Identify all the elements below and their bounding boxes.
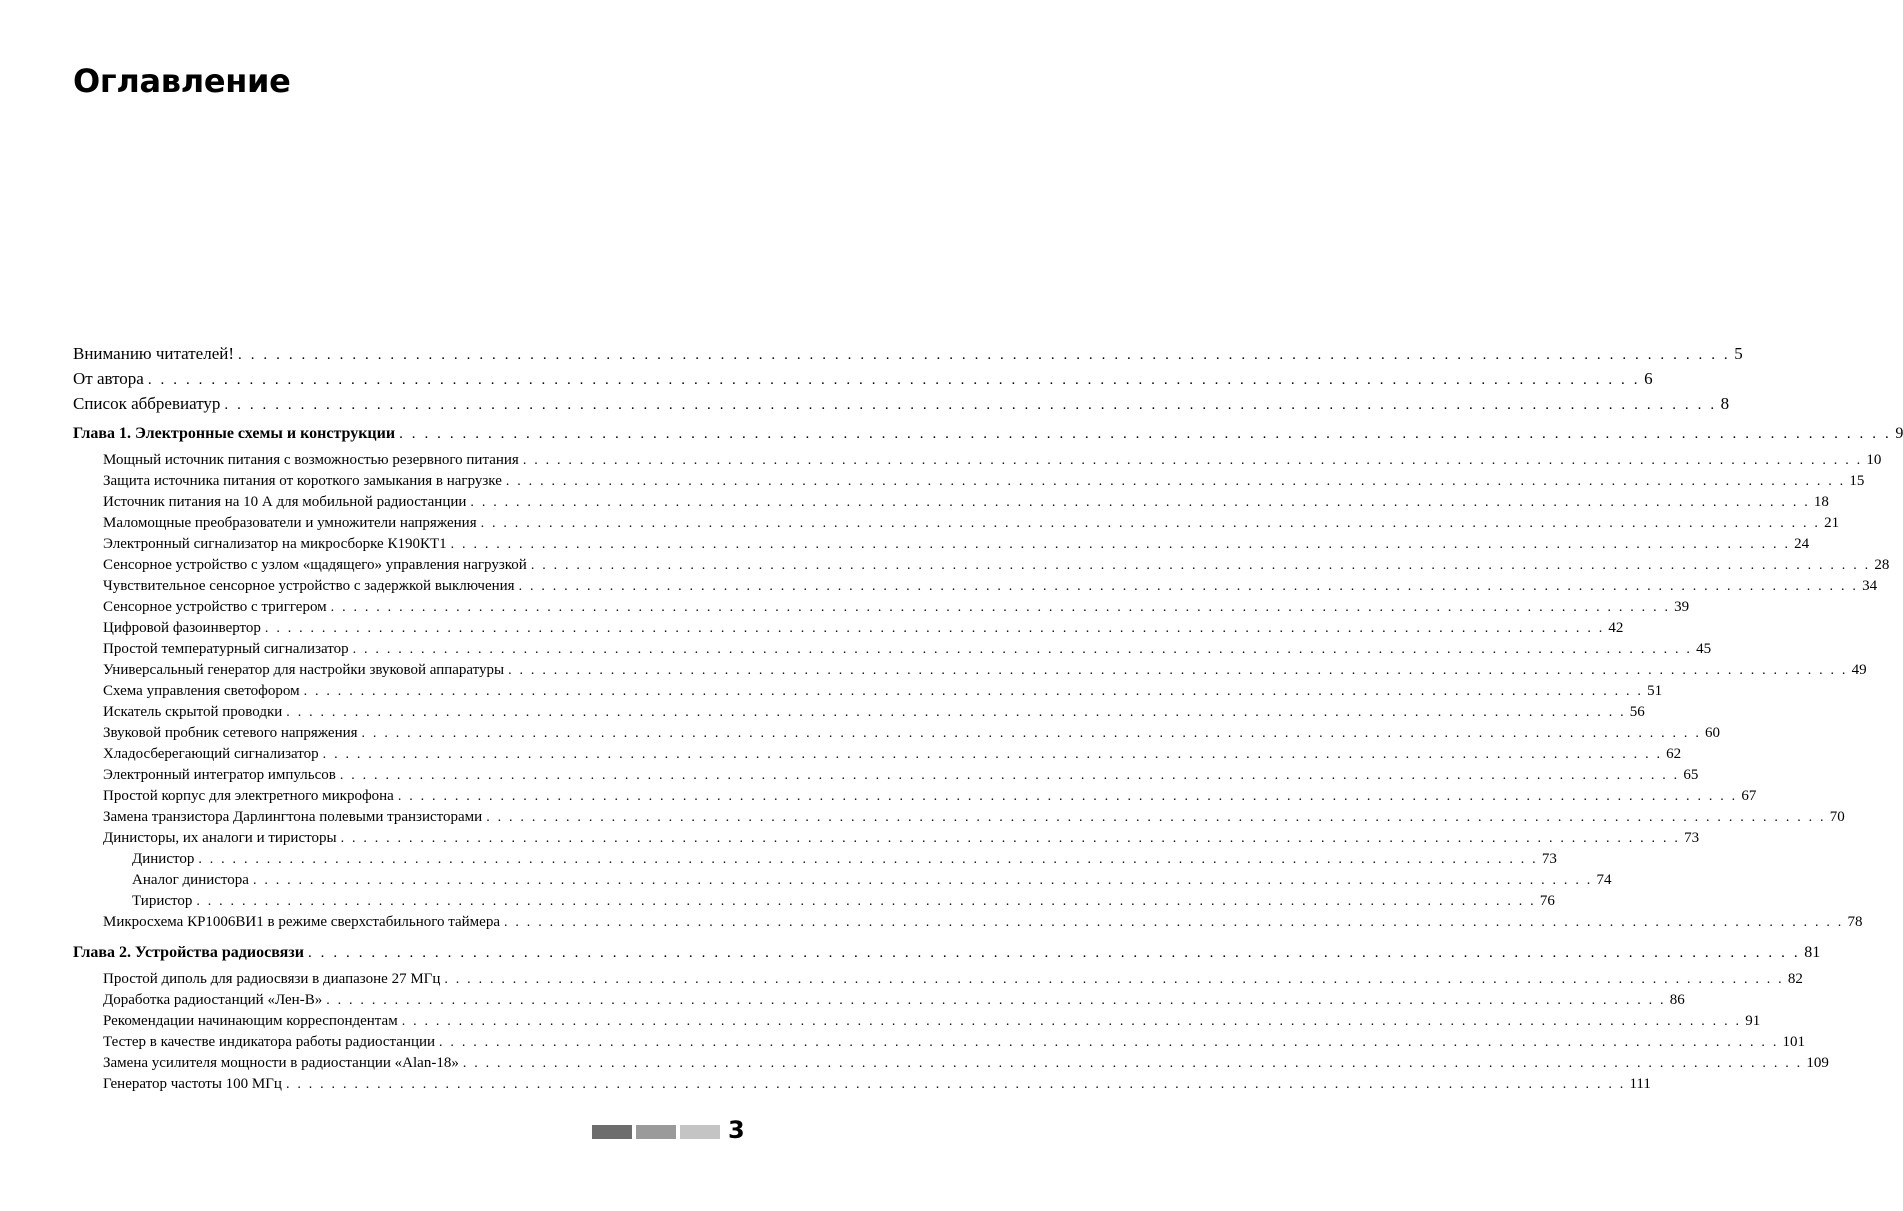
toc-subitem-title: Аналог динистора	[132, 872, 249, 888]
toc-item[interactable]	[103, 830, 1700, 847]
toc-item[interactable]	[103, 971, 1803, 988]
toc-entry-page: 8	[1720, 394, 1730, 413]
toc-chapter-title: Глава 1. Электронные схемы и конструкции	[73, 425, 396, 442]
toc-subitem[interactable]	[132, 851, 1557, 868]
toc-item-title: Электронный сигнализатор на микросборке К190КТ1	[103, 536, 447, 552]
toc-entry-title: Вниманию читателей!	[73, 344, 235, 363]
dot-leader: . . . . . . . . . . . . . . . . . . . . . . . . . . . . . . . . . . . . . . . . . . . . . . . . . . . . . . . . . . . . . . . . . . . . . . . . . . . . . . . . . . . . . . . . . . . . . . . . . . . . . . . . . . . . . . . . . . . . . .	[504, 915, 1844, 930]
toc-subitem-title: Динистор	[132, 851, 195, 867]
toc-item-page: 39	[1674, 599, 1690, 615]
page-number: 3	[728, 1116, 745, 1144]
footer-bar	[680, 1125, 720, 1139]
dot-leader: . . . . . . . . . . . . . . . . . . . . . . . . . . . . . . . . . . . . . . . . . . . . . . . . . . . . . . . . . . . . . . . . . . . . . . . . . . . . . . . . . . . . . . . . . . . . . . . . . . . . . . . . . . . . . . . . . . . . . .	[307, 945, 1801, 961]
toc-item-page: 82	[1787, 971, 1803, 987]
dot-leader: . . . . . . . . . . . . . . . . . . . . . . . . . . . . . . . . . . . . . . . . . . . . . . . . . . . . . . . . . . . . . . . . . . . . . . . . . . . . . . . . . . . . . . . . . . . . . . . . . . . . . . . . . . . . . . . . . . . . . .	[198, 852, 1538, 867]
dot-leader: . . . . . . . . . . . . . . . . . . . . . . . . . . . . . . . . . . . . . . . . . . . . . . . . . . . . . . . . . . . . . . . . . . . . . . . . . . . . . . . . . . . . . . . . . . . . . . . . . . . . . . . . . . . . . . . . . . . . . .	[238, 347, 1731, 363]
toc-item-title: Простой температурный сигнализатор	[103, 641, 349, 657]
toc-chapter-title: Глава 2. Устройства радиосвязи	[73, 944, 304, 961]
dot-leader: . . . . . . . . . . . . . . . . . . . . . . . . . . . . . . . . . . . . . . . . . . . . . . . . . . . . . . . . . . . . . . . . . . . . . . . . . . . . . . . . . . . . . . . . . . . . . . . . . . . . . . . . . . . . . . . . . . . . . .	[444, 972, 1784, 987]
dot-leader: . . . . . . . . . . . . . . . . . . . . . . . . . . . . . . . . . . . . . . . . . . . . . . . . . . . . . . . . . . . . . . . . . . . . . . . . . . . . . . . . . . . . . . . . . . . . . . . . . . . . . . . . . . . . . . . . . . . . . .	[518, 579, 1859, 594]
toc-item-title: Микросхема КР1006ВИ1 в режиме сверхстабильного таймера	[103, 914, 500, 930]
dot-leader: . . . . . . . . . . . . . . . . . . . . . . . . . . . . . . . . . . . . . . . . . . . . . . . . . . . . . . . . . . . . . . . . . . . . . . . . . . . . . . . . . . . . . . . . . . . . . . . . . . . . . . . . . . . . . . . . . . . . . .	[322, 747, 1663, 762]
toc-item[interactable]	[103, 1076, 1651, 1093]
toc-item-page: 42	[1608, 620, 1624, 636]
toc-item[interactable]	[103, 641, 1712, 658]
toc-item[interactable]	[103, 1034, 1806, 1051]
toc-item-title: Сенсорное устройство с триггером	[103, 599, 327, 615]
toc-item-title: Чувствительное сенсорное устройство с задержкой выключения	[103, 578, 515, 594]
toc-chapter-page: 81	[1804, 944, 1821, 961]
toc-item[interactable]	[103, 494, 1829, 511]
page-title: Оглавление	[73, 62, 291, 100]
toc-chapter-1[interactable]	[73, 425, 1903, 443]
footer-bar	[636, 1125, 676, 1139]
toc-item-title: Хладосберегающий сигнализатор	[103, 746, 319, 762]
toc-item-title: Тестер в качестве индикатора работы радиостанции	[103, 1034, 436, 1050]
toc-item-page: 91	[1745, 1013, 1761, 1029]
toc-item[interactable]	[103, 473, 1865, 490]
toc-entry-page: 5	[1734, 344, 1743, 363]
toc-item-page: 86	[1669, 992, 1685, 1008]
toc-subitem[interactable]	[132, 893, 1555, 910]
dot-leader: . . . . . . . . . . . . . . . . . . . . . . . . . . . . . . . . . . . . . . . . . . . . . . . . . . . . . . . . . . . . . . . . . . . . . . . . . . . . . . . . . . . . . . . . . . . . . . . . . . . . . . . . . . . . . . . . . . . . . .	[401, 1014, 1742, 1029]
toc-item[interactable]	[103, 788, 1757, 805]
dot-leader: . . . . . . . . . . . . . . . . . . . . . . . . . . . . . . . . . . . . . . . . . . . . . . . . . . . . . . . . . . . . . . . . . . . . . . . . . . . . . . . . . . . . . . . . . . . . . . . . . . . . . . . . . . . . . . . . . . . . . .	[252, 873, 1593, 888]
dot-leader: . . . . . . . . . . . . . . . . . . . . . . . . . . . . . . . . . . . . . . . . . . . . . . . . . . . . . . . . . . . . . . . . . . . . . . . . . . . . . . . . . . . . . . . . . . . . . . . . . . . . . . . . . . . . . . . . . . . . . .	[286, 705, 1626, 720]
toc-item-title: Замена усилителя мощности в радиостанции «Alan-18»	[103, 1055, 459, 1071]
toc-entry-title: Список аббревиатур	[73, 394, 221, 413]
toc-item-page: 21	[1824, 515, 1840, 531]
toc-item-title: Замена транзистора Дарлингтона полевыми транзисторами	[103, 809, 483, 825]
toc-entry[interactable]	[73, 369, 1653, 389]
toc-item-page: 73	[1684, 830, 1700, 846]
dot-leader: . . . . . . . . . . . . . . . . . . . . . . . . . . . . . . . . . . . . . . . . . . . . . . . . . . . . . . . . . . . . . . . . . . . . . . . . . . . . . . . . . . . . . . . . . . . . . . . . . . . . . . . . . . . . . . . . . . . . . .	[340, 831, 1681, 846]
toc-item-page: 65	[1683, 767, 1699, 783]
dot-leader: . . . . . . . . . . . . . . . . . . . . . . . . . . . . . . . . . . . . . . . . . . . . . . . . . . . . . . . . . . . . . . . . . . . . . . . . . . . . . . . . . . . . . . . . . . . . . . . . . . . . . . . . . . . . . . . . . . . . . .	[462, 1056, 1803, 1071]
toc-item[interactable]	[103, 515, 1840, 532]
dot-leader: . . . . . . . . . . . . . . . . . . . . . . . . . . . . . . . . . . . . . . . . . . . . . . . . . . . . . . . . . . . . . . . . . . . . . . . . . . . . . . . . . . . . . . . . . . . . . . . . . . . . . . . . . . . . . . . . . . . . . .	[224, 397, 1717, 413]
toc-item-title: Звуковой пробник сетевого напряжения	[103, 725, 358, 741]
toc-item-title: Простой диполь для радиосвязи в диапазоне 27 МГц	[103, 971, 441, 987]
toc-item-page: 60	[1705, 725, 1721, 741]
toc-item-page: 109	[1806, 1055, 1829, 1071]
toc-item[interactable]	[103, 704, 1645, 721]
toc-item-title: Источник питания на 10 А для мобильной радиостанции	[103, 494, 467, 510]
toc-item[interactable]	[103, 620, 1624, 637]
toc-item-page: 51	[1647, 683, 1663, 699]
dot-leader: . . . . . . . . . . . . . . . . . . . . . . . . . . . . . . . . . . . . . . . . . . . . . . . . . . . . . . . . . . . . . . . . . . . . . . . . . . . . . . . . . . . . . . . . . . . . . . . . . . . . . . . . . . . . . . . . . . . . . .	[326, 993, 1666, 1008]
footer-decoration	[592, 1125, 720, 1139]
toc-item-page: 67	[1741, 788, 1757, 804]
toc-item-title: Динисторы, их аналоги и тиристоры	[103, 830, 337, 846]
dot-leader: . . . . . . . . . . . . . . . . . . . . . . . . . . . . . . . . . . . . . . . . . . . . . . . . . . . . . . . . . . . . . . . . . . . . . . . . . . . . . . . . . . . . . . . . . . . . . . . . . . . . . . . . . . . . . . . . . . . . . .	[450, 537, 1791, 552]
dot-leader: . . . . . . . . . . . . . . . . . . . . . . . . . . . . . . . . . . . . . . . . . . . . . . . . . . . . . . . . . . . . . . . . . . . . . . . . . . . . . . . . . . . . . . . . . . . . . . . . . . . . . . . . . . . . . . . . . . . . . .	[330, 600, 1671, 615]
dot-leader: . . . . . . . . . . . . . . . . . . . . . . . . . . . . . . . . . . . . . . . . . . . . . . . . . . . . . . . . . . . . . . . . . . . . . . . . . . . . . . . . . . . . . . . . . . . . . . . . . . . . . . . . . . . . . . . . . . . . . .	[486, 810, 1826, 825]
dot-leader: . . . . . . . . . . . . . . . . . . . . . . . . . . . . . . . . . . . . . . . . . . . . . . . . . . . . . . . . . . . . . . . . . . . . . . . . . . . . . . . . . . . . . . . . . . . . . . . . . . . . . . . . . . . . . . . . . . . . . .	[361, 726, 1702, 741]
toc-item-title: Универсальный генератор для настройки звуковой аппаратуры	[103, 662, 505, 678]
toc-entry-title: От автора	[73, 369, 144, 388]
dot-leader: . . . . . . . . . . . . . . . . . . . . . . . . . . . . . . . . . . . . . . . . . . . . . . . . . . . . . . . . . . . . . . . . . . . . . . . . . . . . . . . . . . . . . . . . . . . . . . . . . . . . . . . . . . . . . . . . . . . . . .	[530, 558, 1871, 573]
dot-leader: . . . . . . . . . . . . . . . . . . . . . . . . . . . . . . . . . . . . . . . . . . . . . . . . . . . . . . . . . . . . . . . . . . . . . . . . . . . . . . . . . . . . . . . . . . . . . . . . . . . . . . . . . . . . . . . . . . . . . .	[303, 684, 1644, 699]
toc-item-title: Доработка радиостанций «Лен-В»	[103, 992, 323, 1008]
toc-subitem-title: Тиристор	[132, 893, 193, 909]
toc-item-page: 10	[1866, 452, 1882, 468]
toc-item-title: Мощный источник питания с возможностью резервного питания	[103, 452, 519, 468]
toc-item-title: Сенсорное устройство с узлом «щадящего» управления нагрузкой	[103, 557, 527, 573]
toc-chapter-page: 9	[1895, 425, 1903, 442]
toc-chapter-2[interactable]	[73, 944, 1821, 962]
dot-leader: . . . . . . . . . . . . . . . . . . . . . . . . . . . . . . . . . . . . . . . . . . . . . . . . . . . . . . . . . . . . . . . . . . . . . . . . . . . . . . . . . . . . . . . . . . . . . . . . . . . . . . . . . . . . . . . . . . . . . .	[480, 516, 1821, 531]
toc-item[interactable]	[103, 746, 1682, 763]
toc-item[interactable]	[103, 557, 1890, 574]
toc-item[interactable]	[103, 452, 1882, 469]
toc-item-page: 45	[1696, 641, 1712, 657]
toc-subitem-page: 74	[1596, 872, 1612, 888]
dot-leader: . . . . . . . . . . . . . . . . . . . . . . . . . . . . . . . . . . . . . . . . . . . . . . . . . . . . . . . . . . . . . . . . . . . . . . . . . . . . . . . . . . . . . . . . . . . . . . . . . . . . . . . . . . . . . . . . . . . . . .	[339, 768, 1680, 783]
dot-leader: . . . . . . . . . . . . . . . . . . . . . . . . . . . . . . . . . . . . . . . . . . . . . . . . . . . . . . . . . . . . . . . . . . . . . . . . . . . . . . . . . . . . . . . . . . . . . . . . . . . . . . . . . . . . . . . . . . . . . .	[470, 495, 1810, 510]
toc-item-title: Маломощные преобразователи и умножители напряжения	[103, 515, 477, 531]
dot-leader: . . . . . . . . . . . . . . . . . . . . . . . . . . . . . . . . . . . . . . . . . . . . . . . . . . . . . . . . . . . . . . . . . . . . . . . . . . . . . . . . . . . . . . . . . . . . . . . . . . . . . . . . . . . . . . . . . . . . . .	[147, 372, 1641, 388]
toc-item-title: Схема управления светофором	[103, 683, 300, 699]
toc-item-title: Искатель скрытой проводки	[103, 704, 283, 720]
toc-item-page: 101	[1782, 1034, 1806, 1050]
toc-item-page: 62	[1666, 746, 1682, 762]
dot-leader: . . . . . . . . . . . . . . . . . . . . . . . . . . . . . . . . . . . . . . . . . . . . . . . . . . . . . . . . . . . . . . . . . . . . . . . . . . . . . . . . . . . . . . . . . . . . . . . . . . . . . . . . . . . . . . . . . . . . . .	[285, 1077, 1626, 1092]
toc-item[interactable]	[103, 914, 1863, 931]
dot-leader: . . . . . . . . . . . . . . . . . . . . . . . . . . . . . . . . . . . . . . . . . . . . . . . . . . . . . . . . . . . . . . . . . . . . . . . . . . . . . . . . . . . . . . . . . . . . . . . . . . . . . . . . . . . . . . . . . . . . . .	[508, 663, 1848, 678]
toc-item[interactable]	[103, 662, 1867, 679]
dot-leader: . . . . . . . . . . . . . . . . . . . . . . . . . . . . . . . . . . . . . . . . . . . . . . . . . . . . . . . . . . . . . . . . . . . . . . . . . . . . . . . . . . . . . . . . . . . . . . . . . . . . . . . . . . . . . . . . . . . . . .	[505, 474, 1846, 489]
dot-leader: . . . . . . . . . . . . . . . . . . . . . . . . . . . . . . . . . . . . . . . . . . . . . . . . . . . . . . . . . . . . . . . . . . . . . . . . . . . . . . . . . . . . . . . . . . . . . . . . . . . . . . . . . . . . . . . . . . . . . .	[196, 894, 1536, 909]
toc-item-page: 56	[1629, 704, 1645, 720]
toc-entry[interactable]	[73, 344, 1743, 364]
toc-item-page: 18	[1813, 494, 1829, 510]
dot-leader: . . . . . . . . . . . . . . . . . . . . . . . . . . . . . . . . . . . . . . . . . . . . . . . . . . . . . . . . . . . . . . . . . . . . . . . . . . . . . . . . . . . . . . . . . . . . . . . . . . . . . . . . . . . . . . . . . . . . . .	[439, 1035, 1779, 1050]
toc-item-title: Простой корпус для электретного микрофона	[103, 788, 394, 804]
toc-item[interactable]	[103, 725, 1721, 742]
toc-item-page: 111	[1629, 1076, 1651, 1092]
toc-entry-page: 6	[1644, 369, 1653, 388]
toc-item-page: 24	[1794, 536, 1810, 552]
toc-item[interactable]	[103, 1055, 1829, 1072]
toc-subitem-page: 73	[1541, 851, 1557, 867]
toc-item-title: Электронный интегратор импульсов	[103, 767, 336, 783]
dot-leader: . . . . . . . . . . . . . . . . . . . . . . . . . . . . . . . . . . . . . . . . . . . . . . . . . . . . . . . . . . . . . . . . . . . . . . . . . . . . . . . . . . . . . . . . . . . . . . . . . . . . . . . . . . . . . . . . . . . . . .	[522, 453, 1863, 468]
toc-subitem-page: 76	[1539, 893, 1555, 909]
toc-entry[interactable]	[73, 394, 1730, 414]
dot-leader: . . . . . . . . . . . . . . . . . . . . . . . . . . . . . . . . . . . . . . . . . . . . . . . . . . . . . . . . . . . . . . . . . . . . . . . . . . . . . . . . . . . . . . . . . . . . . . . . . . . . . . . . . . . . . . . . . . . . . .	[397, 789, 1738, 804]
toc-item[interactable]	[103, 683, 1663, 700]
toc-item-title: Защита источника питания от короткого замыкания в нагрузке	[103, 473, 502, 489]
toc-item-title: Генератор частоты 100 МГц	[103, 1076, 282, 1092]
toc-item-page: 28	[1874, 557, 1890, 573]
toc-item-page: 49	[1851, 662, 1867, 678]
dot-leader: . . . . . . . . . . . . . . . . . . . . . . . . . . . . . . . . . . . . . . . . . . . . . . . . . . . . . . . . . . . . . . . . . . . . . . . . . . . . . . . . . . . . . . . . . . . . . . . . . . . . . . . . . . . . . . . . . . . . . .	[399, 426, 1892, 442]
toc-subitem[interactable]	[132, 872, 1612, 889]
toc-item-page: 15	[1849, 473, 1865, 489]
toc-item-page: 78	[1847, 914, 1863, 930]
dot-leader: . . . . . . . . . . . . . . . . . . . . . . . . . . . . . . . . . . . . . . . . . . . . . . . . . . . . . . . . . . . . . . . . . . . . . . . . . . . . . . . . . . . . . . . . . . . . . . . . . . . . . . . . . . . . . . . . . . . . . .	[264, 621, 1605, 636]
toc-item[interactable]	[103, 1013, 1761, 1030]
toc-item[interactable]	[103, 809, 1845, 826]
toc-item-page: 70	[1829, 809, 1845, 825]
toc-item[interactable]	[103, 536, 1810, 553]
dot-leader: . . . . . . . . . . . . . . . . . . . . . . . . . . . . . . . . . . . . . . . . . . . . . . . . . . . . . . . . . . . . . . . . . . . . . . . . . . . . . . . . . . . . . . . . . . . . . . . . . . . . . . . . . . . . . . . . . . . . . .	[352, 642, 1693, 657]
toc-item[interactable]	[103, 599, 1690, 616]
toc-item[interactable]	[103, 767, 1699, 784]
toc-item[interactable]	[103, 578, 1878, 595]
toc-item-title: Рекомендации начинающим корреспондентам	[103, 1013, 398, 1029]
toc-item-title: Цифровой фазоинвертор	[103, 620, 261, 636]
toc-item[interactable]	[103, 992, 1685, 1009]
footer-bar	[592, 1125, 632, 1139]
toc-item-page: 34	[1862, 578, 1878, 594]
